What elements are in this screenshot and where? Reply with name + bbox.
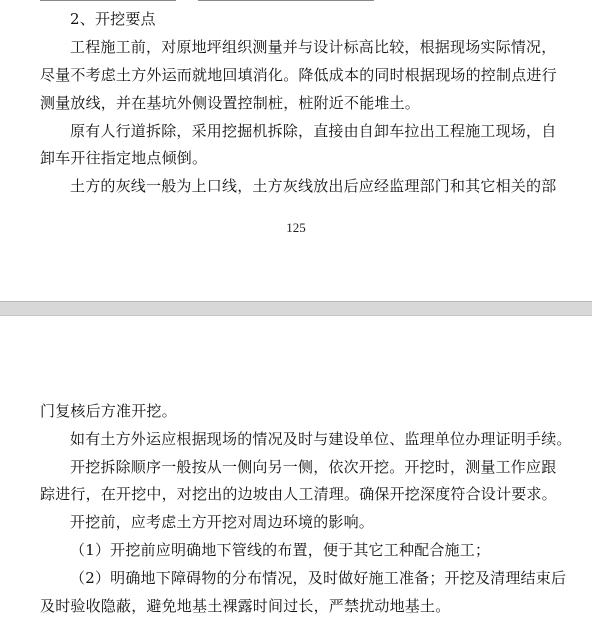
list-item-line: （2）明确地下障碍物的分布情况，及时做好施工准备；开挖及清理结束后 (70, 569, 567, 587)
section-heading: 2、开挖要点 (70, 10, 156, 28)
page-top-rule-left (40, 0, 176, 1)
paragraph-line: 踪进行，在开挖中，对挖出的边坡由人工清理。确保开挖深度符合设计要求。 (40, 485, 557, 503)
paragraph-line: 工程施工前，对原地坪组织测量并与设计标高比较，根据现场实际情况， (70, 38, 557, 56)
paragraph-line: 开挖拆除顺序一般按从一侧向另一侧，依次开挖。开挖时，测量工作应跟 (70, 458, 557, 476)
paragraph-line: 门复核后方准开挖。 (40, 402, 177, 420)
document-page-bottom (0, 316, 592, 624)
paragraph-line: 开挖前，应考虑土方开挖对周边环境的影响。 (70, 513, 375, 531)
list-item-line: 及时验收隐蔽，避免地基土裸露时间过长，严禁扰动地基土。 (40, 597, 451, 615)
paragraph-line: 尽量不考虑土方外运而就地回填消化。降低成本的同时根据现场的控制点进行 (40, 66, 557, 84)
paragraph-line: 原有人行道拆除，采用挖掘机拆除，直接由自卸车拉出工程施工现场，自 (70, 122, 557, 140)
page-number: 125 (286, 220, 306, 235)
page-top-rule-right (198, 0, 374, 1)
paragraph-line: 卸车开往指定地点倾倒。 (40, 149, 208, 167)
paragraph-line: 如有土方外运应根据现场的情况及时与建设单位、监理单位办理证明手续。 (70, 430, 572, 448)
document-page-top (0, 0, 592, 301)
paragraph-line: 测量放线，并在基坑外侧设置控制桩，桩附近不能堆土。 (40, 94, 421, 112)
paragraph-line: 土方的灰线一般为上口线，土方灰线放出后应经监理部门和其它相关的部 (70, 177, 557, 195)
list-item-line: （1）开挖前应明确地下管线的布置，便于其它工种配合施工； (70, 541, 491, 559)
page-separator (0, 301, 592, 316)
